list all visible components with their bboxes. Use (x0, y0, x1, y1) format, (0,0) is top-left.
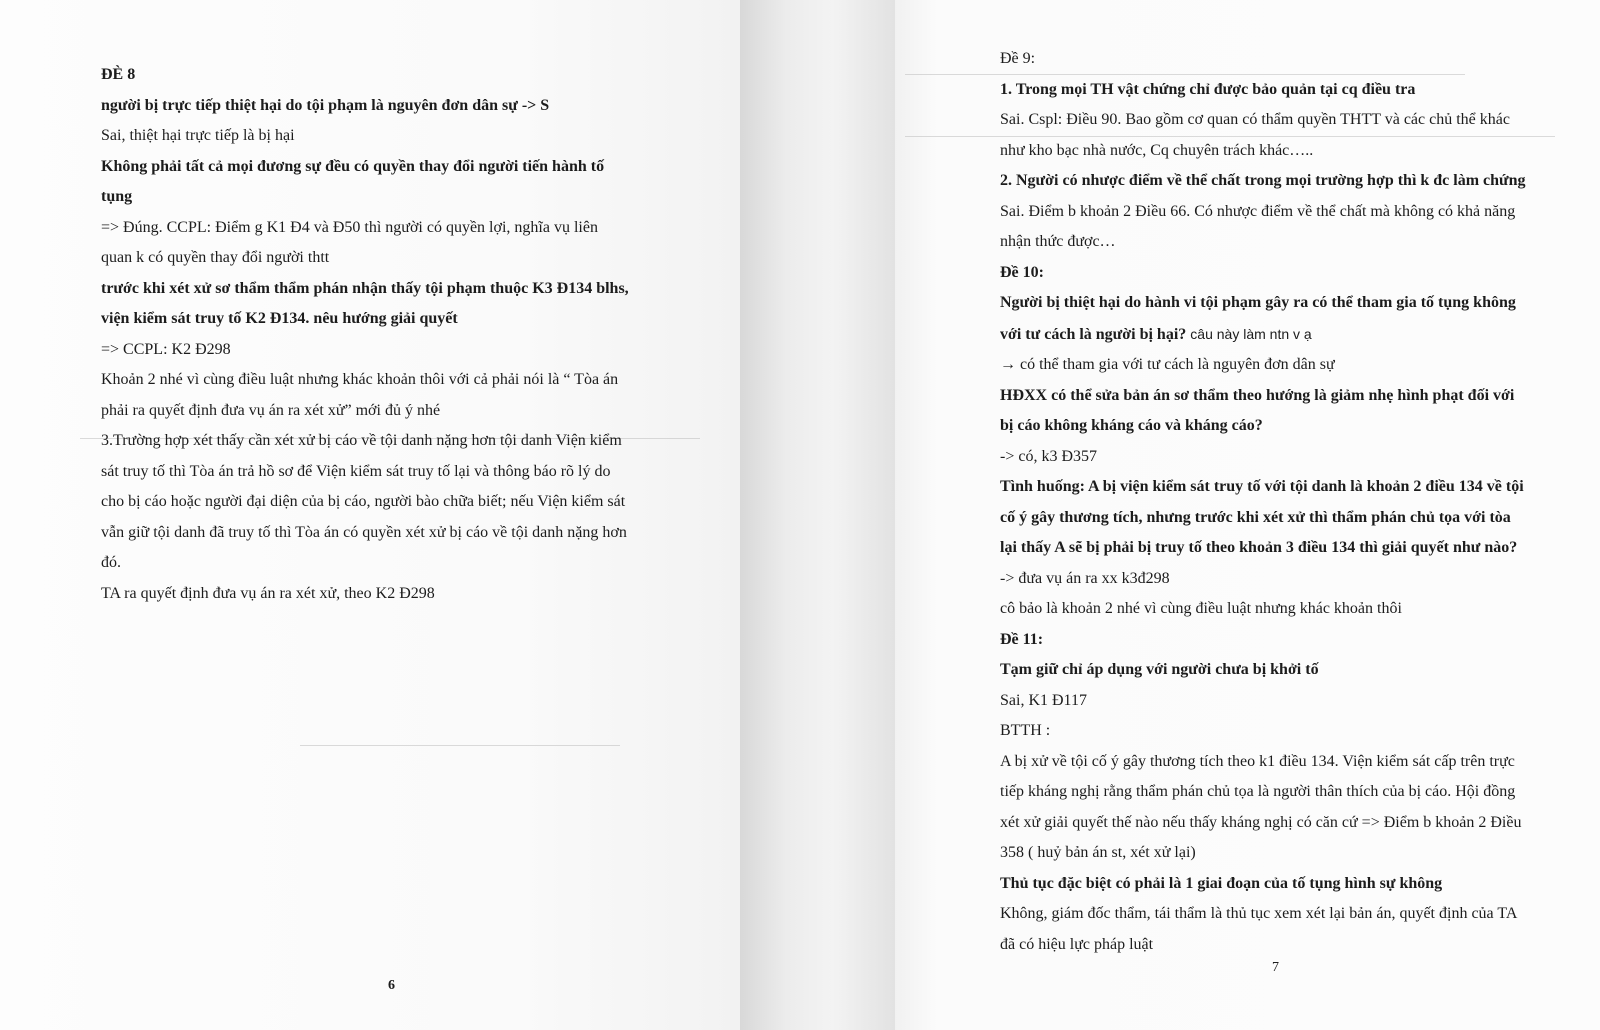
text-line: => CCPL: K2 Đ298 (101, 340, 231, 358)
text-line: Không phải tất cả mọi đương sự đều có quyền thay đổi người tiến hành tố (101, 157, 605, 175)
text-line: xét xử giải quyết thế nào nếu thấy kháng nghị có căn cứ => Điểm b khoản 2 Điều (1000, 813, 1522, 831)
handwritten-note: câu này làm ntn v ạ (1190, 325, 1312, 342)
text-line: 358 ( huỷ bản án st, xét xử lại) (1000, 844, 1196, 861)
page-number-left: 6 (388, 978, 395, 993)
text-line: cố ý gây thương tích, nhưng trước khi xét xử thì thẩm phán chủ tọa với tòa (1000, 508, 1511, 526)
book-gutter (740, 0, 895, 1030)
heading-de-11: Đề 11: (1000, 630, 1044, 648)
text-line: => Đúng. CCPL: Điểm g K1 Đ4 và Đ50 thì người có quyền lợi, nghĩa vụ liên (101, 218, 598, 236)
text-line: TA ra quyết định đưa vụ án ra xét xử, theo K2 Đ298 (101, 584, 435, 602)
text-line: BTTH : (1000, 722, 1051, 739)
text-line: bị cáo không kháng cáo và kháng cáo? (1000, 417, 1263, 434)
text-line: lại thấy A sẽ bị phải bị truy tố theo khoản 3 điều 134 thì giải quyết như nào? (1000, 539, 1518, 556)
text-line: người bị trực tiếp thiệt hại do tội phạm là nguyên đơn dân sự -> S (101, 96, 550, 114)
text-line: cô bảo là khoản 2 nhé vì cùng điều luật nhưng khác khoản thôi (1000, 600, 1402, 617)
text-line: 1. Trong mọi TH vật chứng chỉ được bảo quản tại cq điều tra (1000, 80, 1416, 98)
text-line: Thủ tục đặc biệt có phải là 1 giai đoạn của tố tụng hình sự không (1000, 874, 1443, 892)
text-line: tụng (101, 188, 133, 205)
heading-de-9: Đề 9: (1000, 50, 1036, 67)
left-page-text (101, 60, 686, 609)
text-line: 2. Người có nhược điểm về thể chất trong mọi trường hợp thì k đc làm chứng (1000, 172, 1526, 189)
text-line: quan k có quyền thay đổi người thtt (101, 249, 330, 266)
text-line: Sai, K1 Đ117 (1000, 691, 1087, 709)
text-line: như kho bạc nhà nước, Cq chuyên trách khác….. (1000, 141, 1314, 159)
text-line: Không, giám đốc thẩm, tái thẩm là thủ tục xem xét lại bản án, quyết định của TA (1000, 905, 1518, 922)
text-line: đó. (101, 554, 121, 571)
text-line: trước khi xét xử sơ thẩm thẩm phán nhận thấy tội phạm thuộc K3 Đ134 blhs, (101, 279, 629, 297)
text-line: viện kiểm sát truy tố K2 Đ134. nêu hướng giải quyết (101, 310, 458, 327)
text-line: sát truy tố thì Tòa án trả hồ sơ để Viện kiểm sát truy tố lại và thông báo rõ lý do (101, 462, 611, 480)
text-line: nhận thức được… (1000, 233, 1116, 250)
text-line: 3.Trường hợp xét thấy cần xét xử bị cáo về tội danh nặng hơn tội danh Viện kiểm (101, 432, 622, 449)
text-line: -> đưa vụ án ra xx k3đ298 (1000, 569, 1170, 587)
text-line: Sai, thiệt hại trực tiếp là bị hại (101, 127, 295, 144)
text-line: Sai. Điểm b khoản 2 Điều 66. Có nhược điểm về thể chất mà không có khả năng (1000, 202, 1516, 220)
text-line: Tạm giữ chỉ áp dụng với người chưa bị khởi tố (1000, 661, 1319, 678)
text-line: Tình huống: A bị viện kiểm sát truy tố với tội danh là khoản 2 điều 134 về tội (1000, 478, 1524, 495)
heading-de-10: Đề 10: (1000, 263, 1044, 281)
text-line: A bị xử về tội cố ý gây thương tích theo k1 điều 134. Viện kiểm sát cấp trên trực (1000, 752, 1515, 770)
faint-rule (300, 745, 620, 746)
text-line: HĐXX có thể sửa bản án sơ thẩm theo hướng là giảm nhẹ hình phạt đối với (1000, 386, 1515, 404)
text-line: phải ra quyết định đưa vụ án ra xét xử” mới đủ ý nhé (101, 401, 441, 419)
text-line: tiếp kháng nghị rằng thẩm phán chủ tọa là người thân thích của bị cáo. Hội đồng (1000, 783, 1516, 800)
text-line: -> có, k3 Đ357 (1000, 447, 1098, 465)
text-line: → có thể tham gia với tư cách là nguyên đơn dân sự (1000, 356, 1335, 373)
page-number-right: 7 (1272, 960, 1279, 975)
text-line: Khoản 2 nhé vì cùng điều luật nhưng khác khoản thôi với cả phải nói là “ Tòa án (101, 371, 619, 388)
text-line: với tư cách là người bị hại? câu này làm ntn v ạ (1000, 325, 1312, 343)
right-page-text (1000, 44, 1560, 960)
text-line: cho bị cáo hoặc người đại diện của bị cáo, người bào chữa biết; nếu Viện kiểm sát (101, 493, 626, 510)
text-line: vẫn giữ tội danh đã truy tố thì Tòa án có quyền xét xử bị cáo về tội danh nặng hơn (101, 523, 627, 541)
heading-de-8: ĐÈ 8 (101, 66, 136, 83)
text-line: Người bị thiệt hại do hành vi tội phạm gây ra có thể tham gia tố tụng không (1000, 294, 1516, 311)
text-line: đã có hiệu lực pháp luật (1000, 935, 1154, 953)
text-line: Sai. Cspl: Điều 90. Bao gồm cơ quan có thẩm quyền THTT và các chủ thể khác (1000, 111, 1510, 128)
